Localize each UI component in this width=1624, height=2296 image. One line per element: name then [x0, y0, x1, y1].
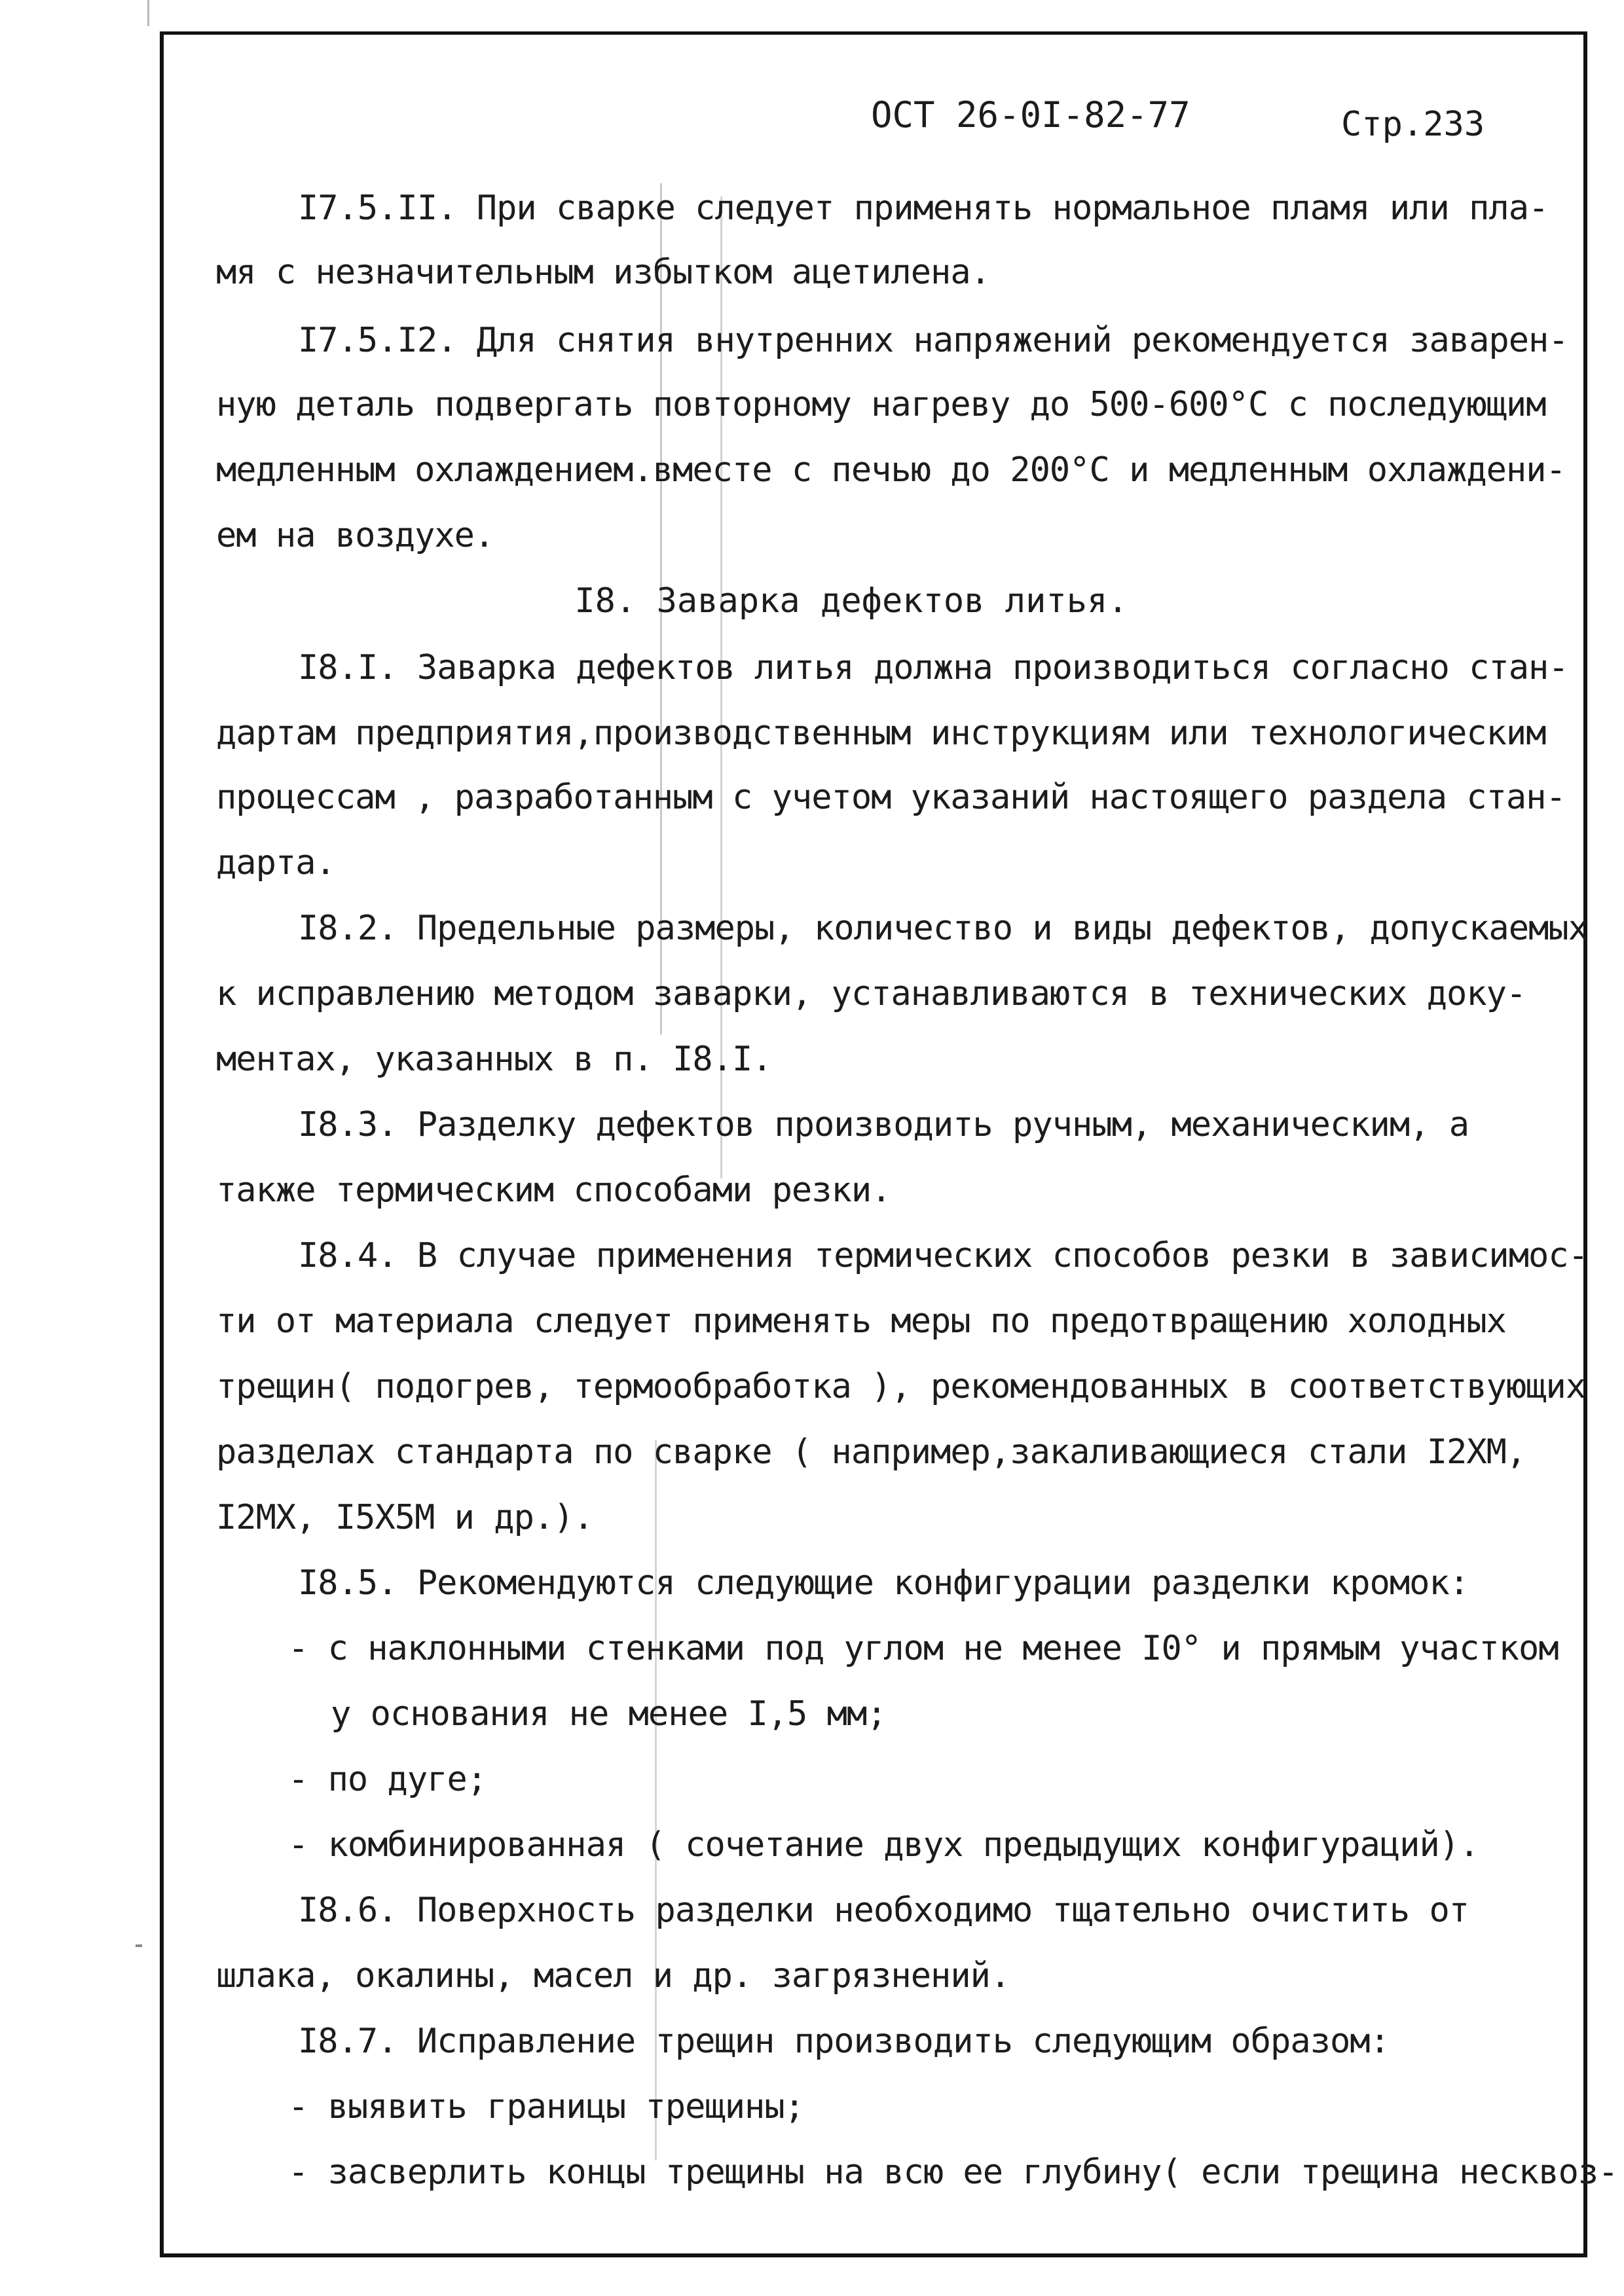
list-item: - по дуге;: [288, 1760, 487, 1799]
paragraph-line: мя с незначительным избытком ацетилена.: [216, 253, 990, 292]
list-item: - комбинированная ( сочетание двух предыдущих конфигураций).: [288, 1825, 1479, 1865]
paragraph-line: также термическим способами резки.: [216, 1171, 891, 1210]
list-item: - с наклонными стенками под углом не менее I0° и прямым участком: [288, 1629, 1559, 1668]
paragraph-line: I7.5.I2. Для снятия внутренних напряжений рекомендуется заварен-: [298, 321, 1568, 360]
page-number: Стр.233: [1341, 105, 1485, 144]
standard-code: ОСТ 26-0I-82-77: [871, 94, 1190, 136]
page-edge-mark: [147, 0, 149, 26]
paragraph-line: шлака, окалины, масел и др. загрязнений.: [216, 1956, 1010, 1995]
paragraph-line: процессам , разработанным с учетом указаний настоящего раздела стан-: [216, 778, 1566, 817]
paragraph-line: I8.6. Поверхность разделки необходимо тщательно очистить от: [298, 1891, 1469, 1930]
paragraph-line: I8.5. Рекомендуются следующие конфигурации разделки кромок:: [298, 1563, 1469, 1603]
list-item: - выявить границы трещины;: [288, 2087, 804, 2126]
paragraph-line: трещин( подогрев, термообработка ), рекомендованных в соответствующих: [216, 1367, 1586, 1406]
paragraph-line: I8.7. Исправление трещин производить следующим образом:: [298, 2022, 1390, 2061]
paragraph-line: ти от материала следует применять меры по предотвращению холодных: [216, 1302, 1506, 1341]
paragraph-line: I7.5.II. При сварке следует применять нормальное пламя или пла-: [298, 189, 1549, 228]
paragraph-line: дартам предприятия,производственным инструкциям или технологическим: [216, 714, 1546, 753]
paragraph-line: ную деталь подвергать повторному нагреву до 500-600°С с последующим: [216, 385, 1546, 424]
paragraph-line: ментах, указанных в п. I8.I.: [216, 1040, 772, 1079]
paragraph-line: I8.4. В случае применения термических способов резки в зависимос-: [298, 1236, 1588, 1275]
list-item-continuation: у основания не менее I,5 мм;: [331, 1694, 887, 1734]
list-item: - засверлить концы трещины на всю ее глубину( если трещина несквоз-: [288, 2153, 1618, 2192]
paragraph-line: ем на воздухе.: [216, 516, 494, 555]
paragraph-line: I2МХ, I5Х5М и др.).: [216, 1498, 593, 1537]
paragraph-line: медленным охлаждением.вместе с печью до 200°С и медленным охлаждени-: [216, 450, 1566, 490]
margin-dash: [136, 1944, 142, 1947]
paragraph-line: к исправлению методом заварки, устанавливаются в технических доку-: [216, 974, 1526, 1013]
paragraph-line: I8.3. Разделку дефектов производить ручным, механическим, а: [298, 1105, 1469, 1144]
paragraph-line: I8.I. Заварка дефектов литья должна производиться согласно стан-: [298, 648, 1568, 687]
paragraph-line: разделах стандарта по сварке ( например,закаливающиеся стали I2ХМ,: [216, 1432, 1526, 1472]
section-heading: I8. Заварка дефектов литья.: [574, 581, 1128, 621]
paragraph-line: дарта.: [216, 843, 335, 883]
paragraph-line: I8.2. Предельные размеры, количество и виды дефектов, допускаемых: [298, 909, 1588, 948]
